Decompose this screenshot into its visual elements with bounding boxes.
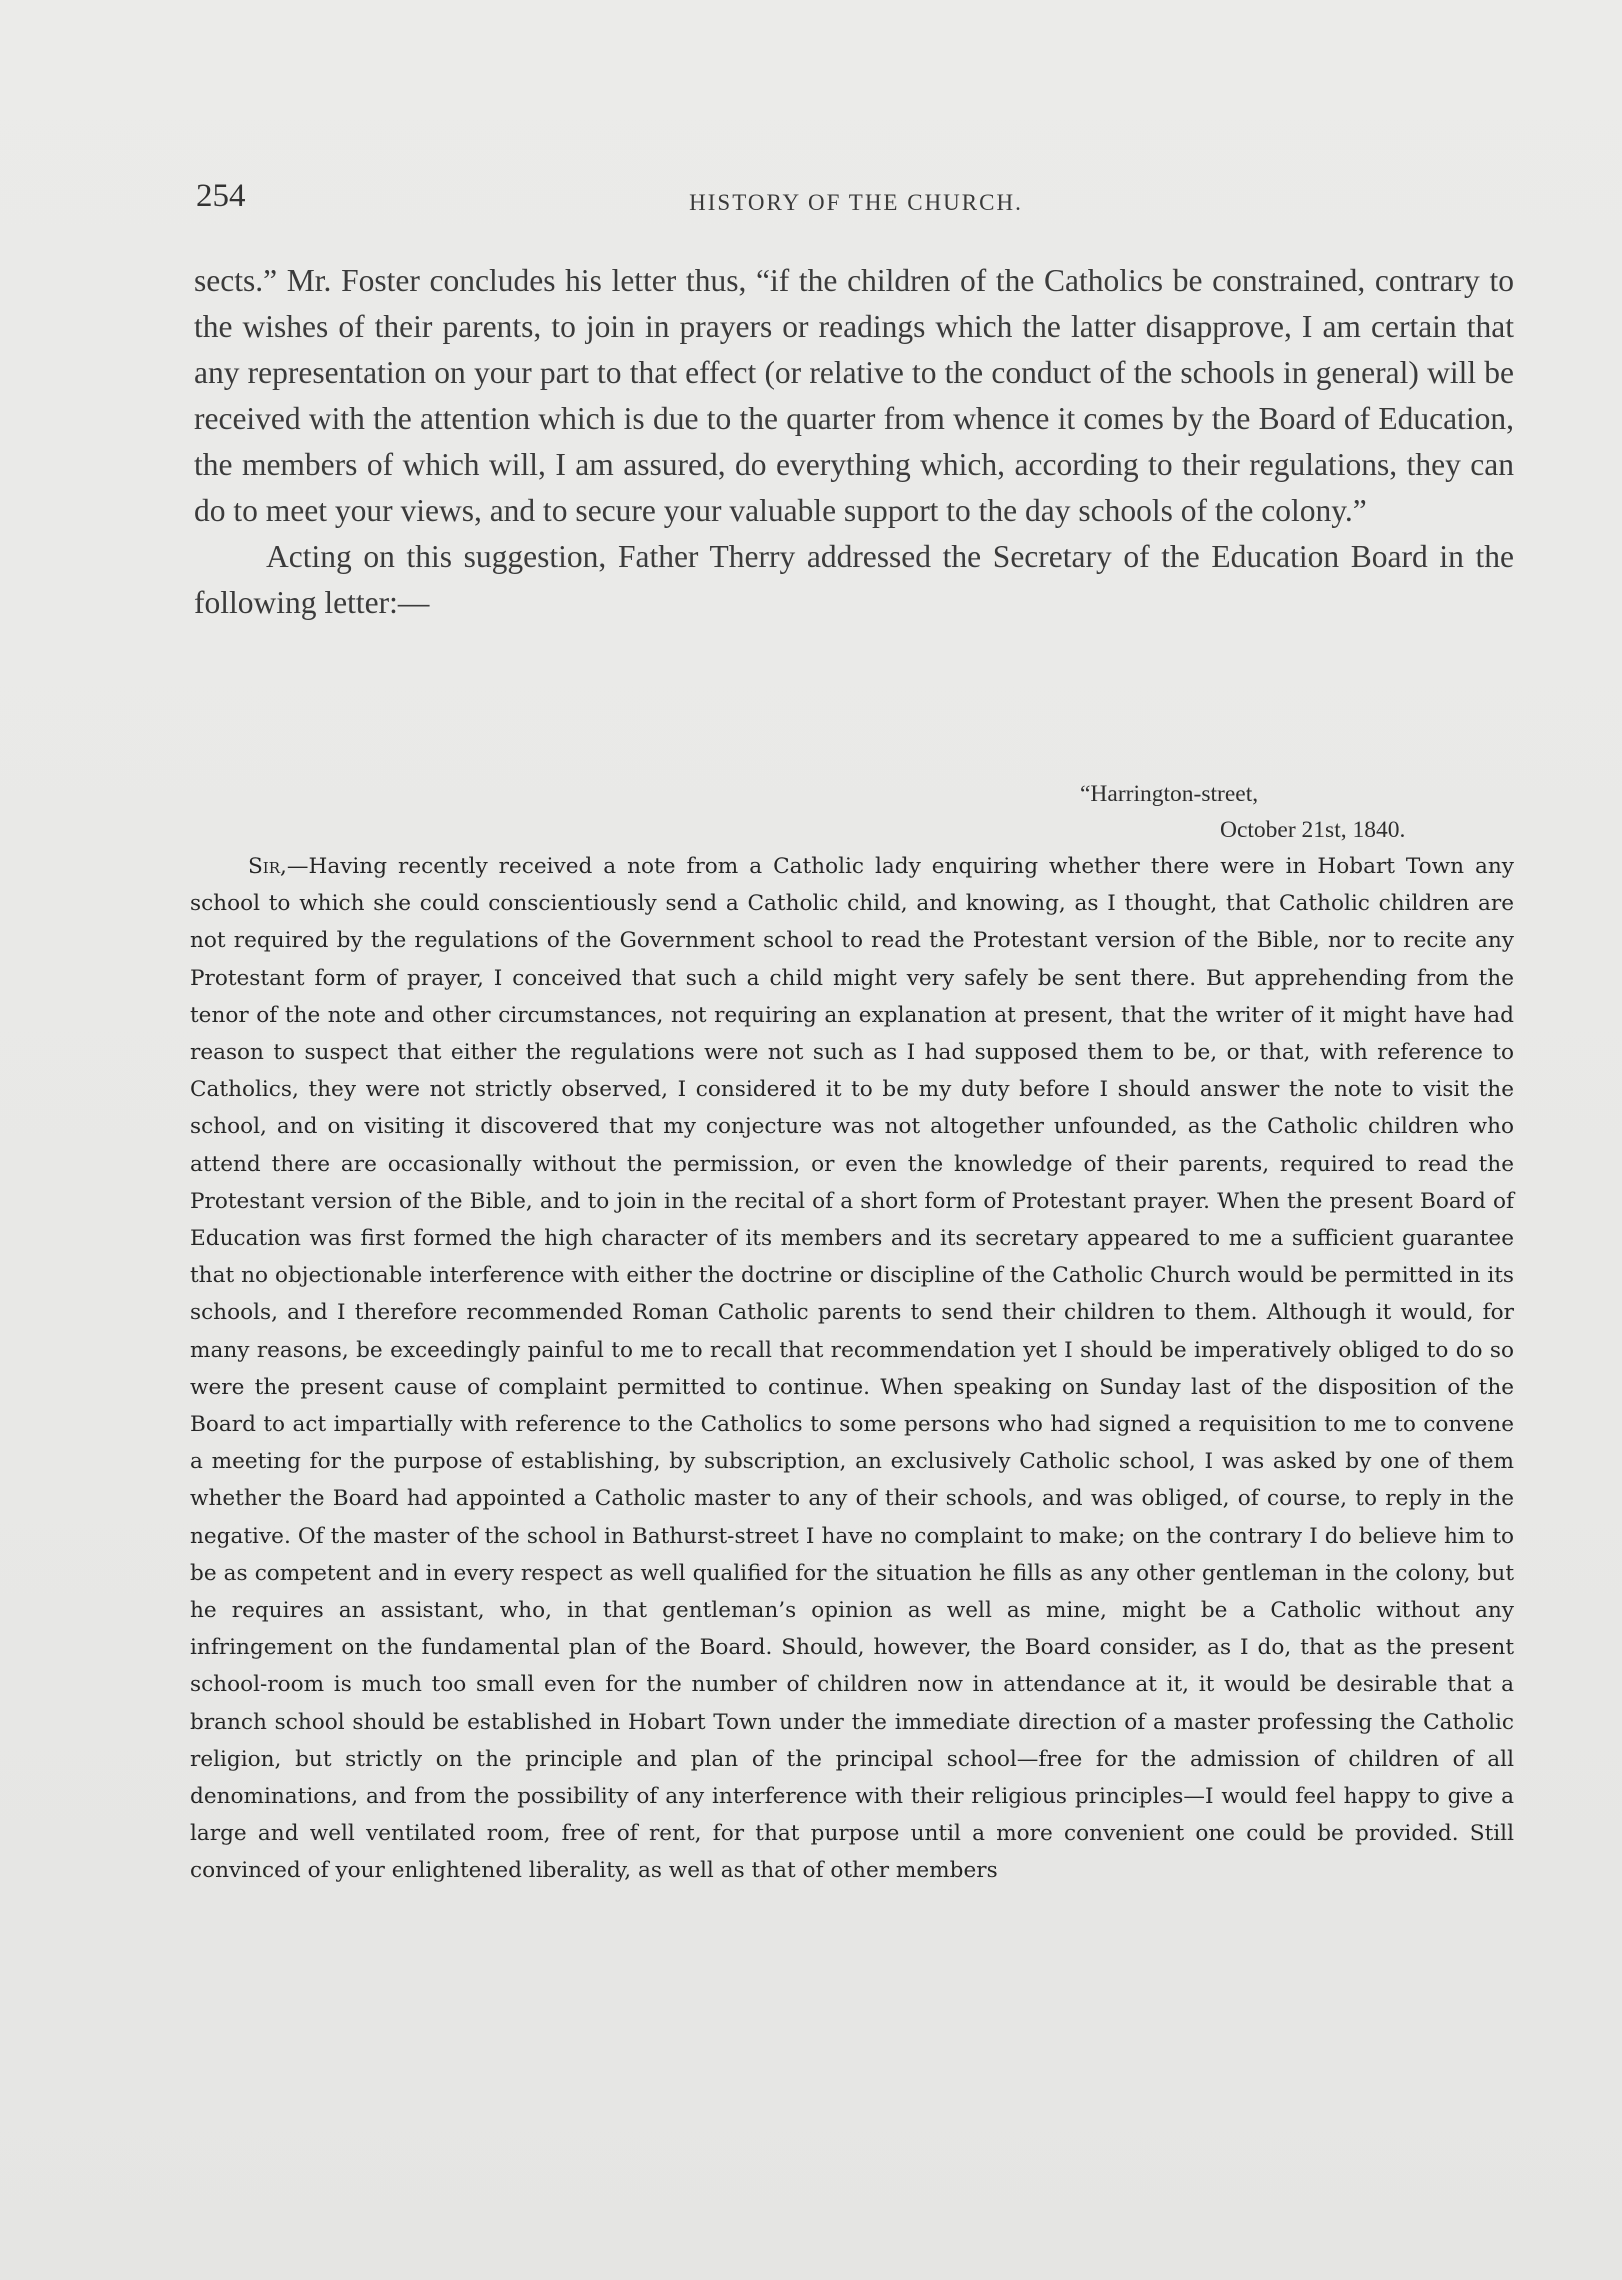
- letter-address: “Harrington-street,: [1080, 781, 1259, 807]
- letter-body: [190, 848, 1514, 1890]
- letter-date: October 21st, 1840.: [1220, 817, 1406, 843]
- page-number: 254: [196, 178, 246, 214]
- letter-heading: [194, 776, 1514, 848]
- main-text: [194, 258, 1514, 626]
- page-header: [196, 178, 1516, 228]
- paragraph-foster-letter: sects.” Mr. Foster concludes his letter thus, “if the children of the Catholics be constrained, contrary to the wishes of their parents, to join in prayers or readings which the latter disapprove, I am certain that any representation on your part to that effect (or relative to the conduct of the schools in general) will be received with the attention which is due to the quarter from whence it comes by the Board of Education, the members of which will, I am assured, do everything which, according to their regulations, they can do to meet your views, and to secure your valuable support to the day schools of the colony.”: [194, 263, 1514, 528]
- letter-salutation: Sir,: [248, 854, 287, 879]
- letter-text: —Having recently received a note from a Catholic lady enquiring whether there were in Hobart Town any school to which she could conscientiously send a Catholic child, and knowing, as I thought, that Catholic children are not required by the regulations of the Government school to read the Protestant version of the Bible, nor to recite any Protestant form of prayer, I conceived that such a child might very safely be sent there. But apprehending from the tenor of the note and other circumstances, not requiring an explanation at present, that the writer of it might have had reason to suspect that either the regulations were not such as I had supposed them to be, or that, with reference to Catholics, they were not strictly observed, I considered it to be my duty before I should answer the note to visit the school, and on visiting it discovered that my conjecture was not altogether unfounded, as the Catholic children who attend there are occasionally without the permission, or even the knowledge of their parents, required to read the Protestant version of the Bible, and to join in the recital of a short form of Protestant prayer. When the present Board of Education was first formed the high character of its members and its secretary appeared to me a sufficient guarantee that no objectionable interference with either the doctrine or discipline of the Catholic Church would be permitted in its schools, and I therefore recommended Roman Catholic parents to send their children to them. Although it would, for many reasons, be exceedingly painful to me to recall that recommendation yet I should be imperatively obliged to do so were the present cause of complaint permitted to continue. When speaking on Sunday last of the disposition of the Board to act impartially with reference to the Catholics to some persons who had signed a requisition to me to convene a meeting for the purpose of establishing, by subscription, an exclusively Catholic school, I was asked by one of them whether the Board had appointed a Catholic master to any of their schools, and was obliged, of course, to reply in the negative. Of the master of the school in Bathurst-street I have no complaint to make; on the contrary I do believe him to be as competent and in every respect as well qualified for the situation he fills as any other gentleman in the colony, but he requires an assistant, who, in that gentleman’s opinion as well as mine, might be a Catholic without any infringement on the fundamental plan of the Board. Should, however, the Board consider, as I do, that as the present school-room is much too small even for the number of children now in attendance at it, it would be desirable that a branch school should be established in Hobart Town under the immediate direction of a master professing the Catholic religion, but strictly on the principle and plan of the principal school—free for the admission of children of all denominations, and from the possibility of any interference with their religious principles—I would feel happy to give a large and well ventilated room, free of rent, for that purpose until a more convenient one could be provided. Still convinced of your enlightened liberality, as well as that of other members: [190, 854, 1514, 1884]
- paragraph-therry-intro: Acting on this suggestion, Father Therry addressed the Secretary of the Education Board in the following letter:—: [194, 539, 1514, 620]
- running-title: HISTORY OF THE CHURCH.: [689, 190, 1023, 215]
